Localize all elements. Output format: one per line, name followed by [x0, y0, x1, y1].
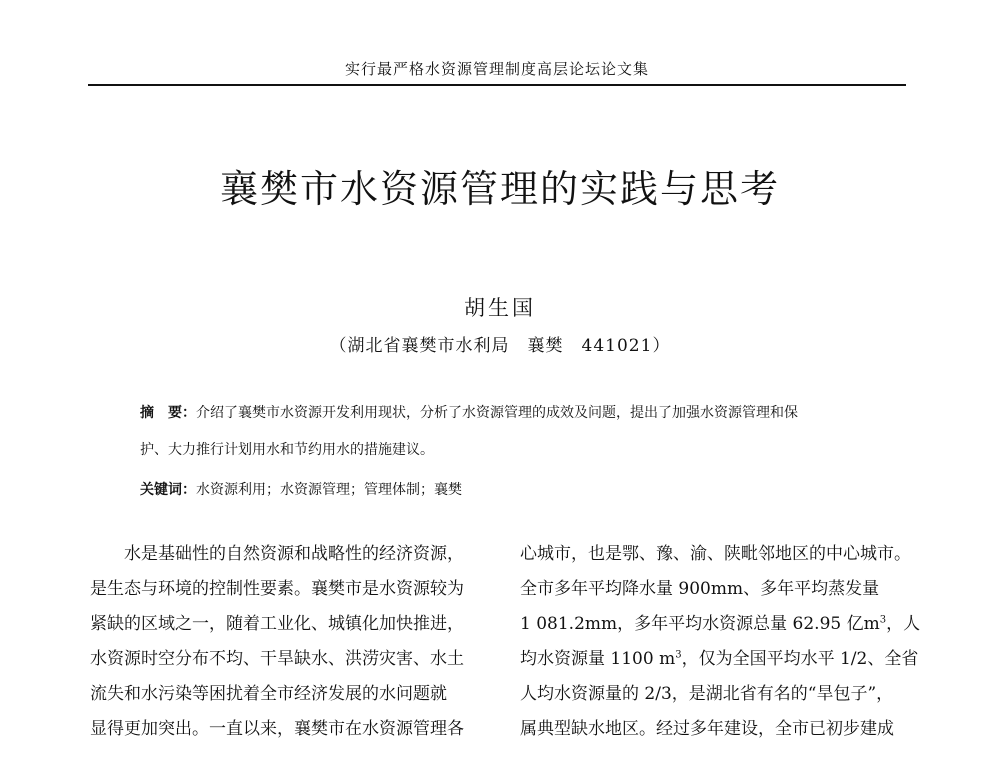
abstract-line-1 — [140, 403, 900, 423]
body-right-line-3-tail: ，人 — [886, 614, 921, 634]
body-right-line-1: 心城市，也是鄂、豫、渝、陕毗邻地区的中心城市。 — [520, 544, 911, 564]
running-head: 实行最严格水资源管理制度高层论坛论文集 — [344, 60, 649, 78]
body-right-line-4 — [520, 647, 918, 671]
keywords-text: 水资源利用；水资源管理；管理体制；襄樊 — [196, 482, 462, 498]
article-title: 襄樊市水资源管理的实践与思考 — [219, 167, 780, 211]
author-affiliation: （湖北省襄樊市水利局 襄樊 441021） — [329, 336, 671, 356]
superscript: 3 — [879, 614, 887, 626]
header-rule — [88, 84, 906, 86]
body-left-line-1: 水是基础性的自然资源和战略性的经济资源， — [90, 544, 464, 564]
body-right-line-4-text: 均水资源量 1100 m — [520, 649, 676, 669]
body-right-line-5: 人均水资源量的 2/3，是湖北省有名的“旱包子”， — [520, 684, 894, 704]
body-left-line-2: 是生态与环境的控制性要素。襄樊市是水资源较为 — [90, 579, 464, 599]
keywords-label: 关键词： — [140, 482, 196, 498]
body-left-line-5: 流失和水污染等困扰着全市经济发展的水问题就 — [90, 684, 447, 704]
keywords-line — [140, 480, 900, 500]
body-left-line-3: 紧缺的区域之一，随着工业化、城镇化加快推进， — [90, 614, 464, 634]
body-right-line-3 — [520, 612, 920, 636]
abstract-line-2 — [140, 440, 900, 460]
abstract-text-2: 护、大力推行计划用水和节约用水的措施建议。 — [140, 442, 434, 458]
body-right-line-4-tail: ，仅为全国平均水平 1/2、全省 — [681, 649, 919, 669]
author-name: 胡生国 — [464, 296, 536, 320]
superscript: 3 — [675, 649, 682, 661]
body-left-line-4: 水资源时空分布不均、干旱缺水、洪涝灾害、水土 — [90, 649, 464, 669]
body-right-line-3-text: 1 081.2mm，多年平均水资源总量 62.95 亿m — [520, 614, 880, 634]
body-right-line-6: 属典型缺水地区。经过多年建设，全市已初步建成 — [520, 719, 894, 739]
body-left-line-6: 显得更加突出。一直以来，襄樊市在水资源管理各 — [90, 719, 464, 739]
body-right-line-2: 全市多年平均降水量 900mm、多年平均蒸发量 — [520, 579, 880, 599]
abstract-label: 摘 要： — [140, 405, 196, 421]
abstract-text-1: 介绍了襄樊市水资源开发利用现状，分析了水资源管理的成效及问题，提出了加强水资源管理和保 — [196, 405, 798, 421]
